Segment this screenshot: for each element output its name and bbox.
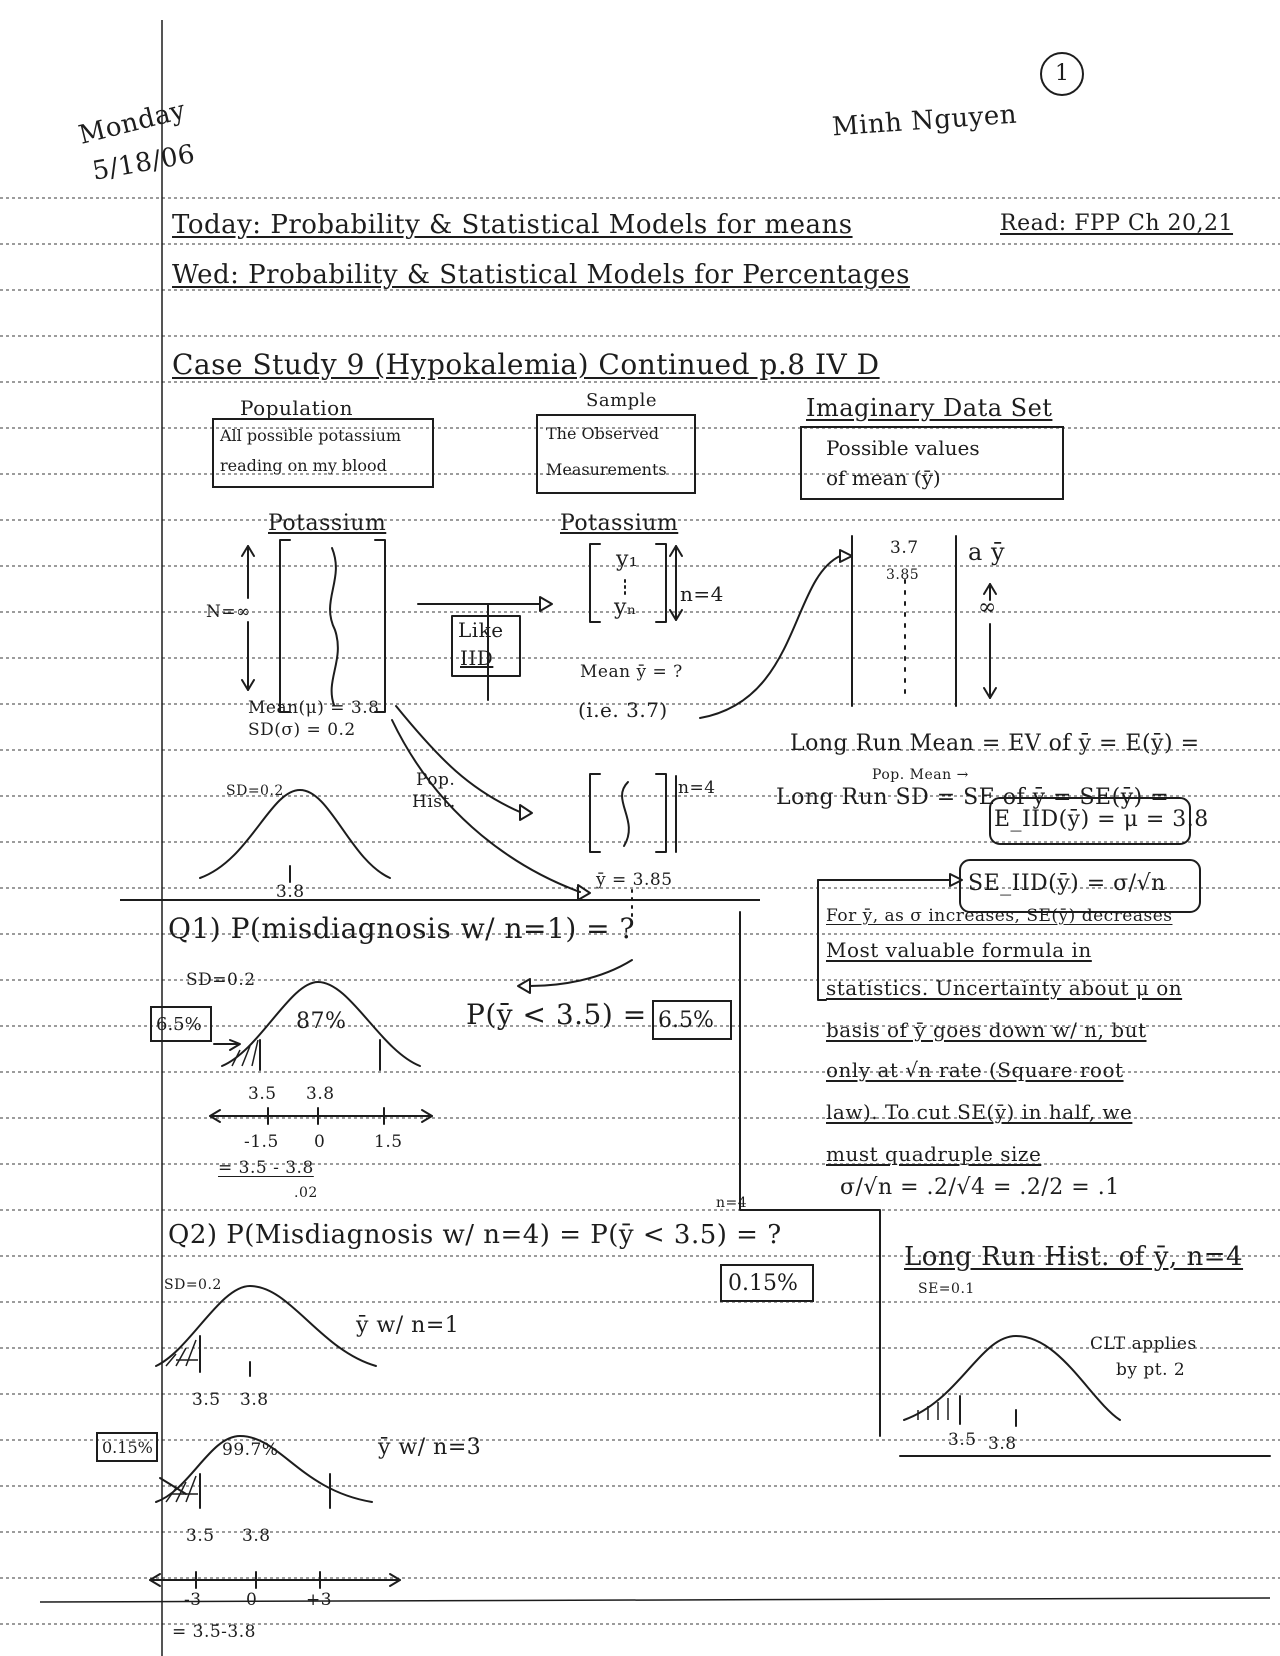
q1-tick-38: 3.8 — [306, 1084, 335, 1104]
day-label: Monday — [75, 95, 189, 151]
sample-line-1: The Observed — [546, 424, 659, 443]
se-iid: SE_IID(ȳ) = σ/√n — [968, 871, 1166, 896]
n4b-label: n=4 — [678, 778, 716, 798]
q1-tick-35: 3.5 — [248, 1084, 277, 1104]
like-label: Like — [458, 618, 504, 642]
y1-label: y₁ — [616, 547, 639, 572]
valuable-line-5: law). To cut SE(ȳ) in half, we — [826, 1100, 1133, 1124]
q2-z-zero: 0 — [246, 1590, 258, 1610]
imaginary-label: Imaginary Data Set — [806, 394, 1053, 422]
q1-title: Q1) P(misdiagnosis w/ n=1) = ? — [168, 912, 636, 945]
q1-zcalc-num: = 3.5 - 3.8 — [218, 1158, 314, 1178]
iid-label: IID — [460, 646, 494, 670]
q2-title: Q2) P(Misdiagnosis w/ n=4) = P(ȳ < 3.5) = ? — [168, 1220, 782, 1250]
population-label: Population — [240, 396, 354, 420]
n-infinity: N=∞ — [206, 602, 251, 622]
a-ybar: a ȳ — [968, 538, 1005, 566]
pop-mean-label: Pop. Mean → — [872, 767, 969, 783]
hist-tick-38: 3.8 — [988, 1434, 1017, 1454]
q2-tick1-38: 3.8 — [240, 1390, 269, 1410]
q2-curve2-label: ȳ w/ n=3 — [378, 1435, 482, 1460]
sample-label: Sample — [586, 390, 658, 411]
q2-answer: 0.15% — [728, 1271, 798, 1296]
author-name: Minh Nguyen — [831, 99, 1018, 143]
q1-z-zero: 0 — [314, 1132, 326, 1152]
population-line-2: reading on my blood — [220, 456, 387, 475]
population-line-1: All possible potassium — [220, 426, 402, 445]
imaginary-line-2: of mean (ȳ) — [826, 466, 941, 490]
q2-z-pos: +3 — [306, 1590, 333, 1610]
date-label: 5/18/06 — [90, 139, 198, 187]
sigma-calc: σ/√n = .2/√4 = .2/2 = .1 — [840, 1175, 1120, 1200]
valuable-line-2: statistics. Uncertainty about μ on — [826, 976, 1183, 1000]
q1-z-neg: -1.5 — [244, 1132, 279, 1152]
agenda-read: Read: FPP Ch 20,21 — [1000, 211, 1234, 236]
long-run-sd: Long Run SD = SE of ȳ = SE(ȳ) = — [776, 785, 1170, 810]
sd-02-label: SD=0.2 — [226, 783, 284, 799]
q2-left-pct: 0.15% — [102, 1438, 153, 1457]
q2-z-neg: -3 — [184, 1590, 202, 1610]
col-37: 3.7 — [890, 538, 919, 558]
q2-curve1-label: ȳ w/ n=1 — [356, 1313, 460, 1338]
hist-tick-35: 3.5 — [948, 1430, 977, 1450]
ybar-385: ȳ = 3.85 — [596, 870, 673, 890]
q2-tick1-35: 3.5 — [192, 1390, 221, 1410]
tick-38: 3.8 — [276, 882, 305, 902]
q2-zcalc: = 3.5-3.8 — [172, 1622, 256, 1642]
q2-mid-pct: 99.7% — [222, 1440, 279, 1460]
col-385: 3.85 — [886, 567, 920, 583]
imaginary-line-1: Possible values — [826, 436, 980, 460]
q2-n4: n=4 — [716, 1195, 748, 1211]
potassium-right: Potassium — [560, 511, 679, 536]
q1-left-pct: 6.5% — [156, 1014, 202, 1035]
q2-se: SE=0.1 — [918, 1281, 975, 1297]
q2-tick2-35: 3.5 — [186, 1526, 215, 1546]
q1-z-pos: 1.5 — [374, 1132, 403, 1152]
long-run-mean: Long Run Mean = EV of ȳ = E(ȳ) = — [790, 731, 1200, 756]
n4-label: n=4 — [680, 582, 724, 606]
q2-sd: SD=0.2 — [164, 1277, 222, 1293]
clt-label-1: CLT applies — [1090, 1334, 1197, 1354]
q2-tick2-38: 3.8 — [242, 1526, 271, 1546]
sample-line-2: Measurements — [546, 460, 667, 479]
ie-label: (i.e. 3.7) — [578, 698, 668, 722]
case-study-title: Case Study 9 (Hypokalemia) Continued p.8 IV D — [172, 348, 880, 381]
valuable-line-6: must quadruple size — [826, 1142, 1042, 1166]
valuable-line-1: Most valuable formula in — [826, 938, 1092, 962]
q1-sd: SD=0.2 — [186, 970, 256, 990]
q1-prob: P(ȳ < 3.5) = — [466, 998, 647, 1031]
agenda-wed: Wed: Probability & Statistical Models for Percentages — [172, 260, 910, 290]
page-number: 1 — [1040, 52, 1084, 96]
valuable-line-4: only at √n rate (Square root — [826, 1058, 1124, 1082]
clt-label-2: by pt. 2 — [1116, 1360, 1186, 1380]
hist-label: Hist. — [412, 792, 456, 812]
q1-zcalc-den: .02 — [294, 1185, 318, 1201]
potassium-left: Potassium — [268, 511, 387, 536]
q1-answer: 6.5% — [658, 1008, 714, 1033]
long-run-hist-title: Long Run Hist. of ȳ, n=4 — [904, 1242, 1244, 1272]
for-ybar-note: For ȳ, as σ increases, SE(ȳ) decreases — [826, 906, 1173, 926]
sd-sigma: SD(σ) = 0.2 — [248, 720, 356, 740]
mean-question: Mean ȳ = ? — [580, 662, 683, 682]
col-infinity: ∞ — [978, 595, 997, 620]
valuable-line-3: basis of ȳ goes down w/ n, but — [826, 1018, 1147, 1042]
agenda-today: Today: Probability & Statistical Models for means — [172, 210, 853, 240]
pop-label: Pop. — [416, 770, 456, 790]
yn-label: yₙ — [614, 595, 637, 620]
e-iid: E_IID(ȳ) = μ = 3.8 — [994, 807, 1209, 832]
mean-mu: Mean(μ) = 3.8 — [248, 698, 380, 718]
q1-mid-pct: 87% — [296, 1009, 347, 1034]
